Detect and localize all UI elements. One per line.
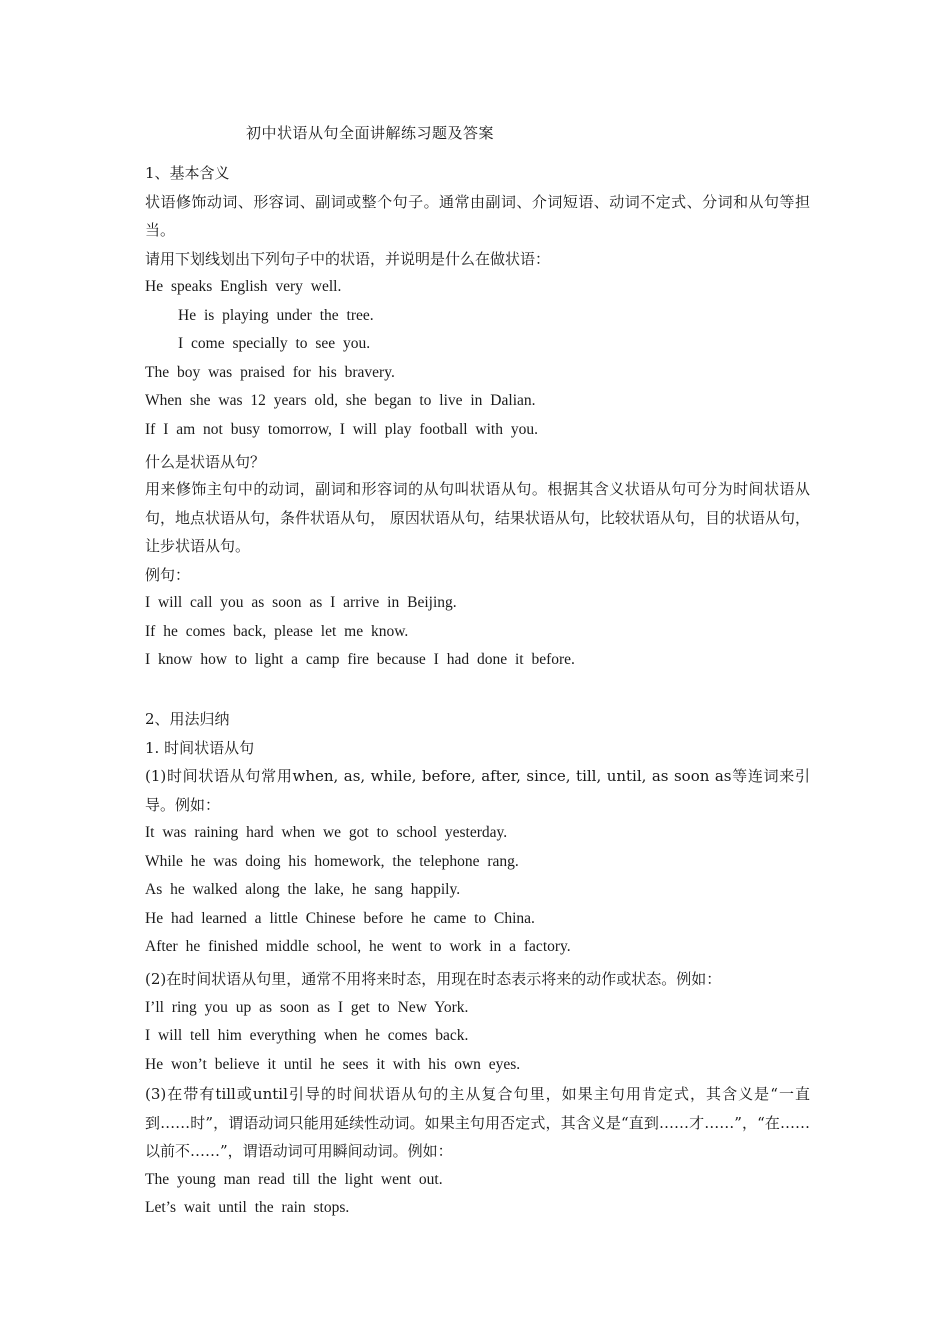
example-sentence: I will tell him everything when he comes back.	[145, 1027, 469, 1044]
usage-point-3: (3)在带有till或until引导的时间状语从句的主从复合句里，如果主句用肯定式，其含义是“一直到……时”，谓语动词只能用延续性动词。如果主句用否定式，其含义是“直到……才……”，“在……以前不……”，谓语动词可用瞬间动词。例如：	[145, 1085, 810, 1160]
section-usage-summary	[145, 705, 810, 962]
example-sentence: He is playing under the tree.	[178, 306, 374, 324]
section-basic-meaning	[145, 159, 810, 444]
example-sentence: He speaks English very well.	[145, 278, 342, 295]
example-label: 例句：	[145, 565, 191, 584]
example-sentence: I come specially to see you.	[178, 335, 371, 352]
subsection-heading: 1. 时间状语从句	[145, 738, 255, 757]
definition-paragraph: 状语修饰动词、形容词、副词或整个句子。通常由副词、介词短语、动词不定式、分词和从句等担当。	[145, 192, 810, 239]
example-sentence: I’ll ring you up as soon as I get to New York.	[145, 998, 469, 1016]
example-sentence: If he comes back, please let me know.	[145, 622, 409, 640]
example-sentence: I will call you as soon as I arrive in Beijing.	[145, 594, 457, 611]
example-sentence: I know how to light a camp fire because I had done it before.	[145, 651, 575, 668]
example-sentence: The young man read till the light went out.	[145, 1170, 443, 1188]
instruction-text: 请用下划线划出下列句子中的状语，并说明是什么在做状语：	[145, 249, 551, 268]
example-sentence: Let’s wait until the rain stops.	[145, 1199, 350, 1216]
section-usage-point-3	[145, 1080, 810, 1223]
explanation-paragraph: 用来修饰主句中的动词，副词和形容词的从句叫状语从句。根据其含义状语从句可分为时间状语从句，地点状语从句，条件状语从句， 原因状语从句，结果状语从句，比较状语从句，目的状语从句，让步状语从句。	[145, 480, 810, 555]
example-sentence: He won’t believe it until he sees it with his own eyes.	[145, 1055, 521, 1073]
section-heading: 1、基本含义	[145, 164, 230, 182]
section-heading: 2、用法归纳	[145, 710, 230, 728]
section-what-is-adverbial-clause	[145, 449, 810, 675]
example-sentence: He had learned a little Chinese before he came to China.	[145, 909, 535, 927]
example-sentence: It was raining hard when we got to school yesterday.	[145, 824, 508, 841]
example-sentence: While he was doing his homework, the telephone rang.	[145, 852, 519, 870]
section-usage-point-2	[145, 965, 810, 1079]
usage-point-1: (1)时间状语从句常用when, as, while, before, after, since, till, until, as soon as等连词来引导。例如：	[145, 767, 810, 814]
question-heading: 什么是状语从句？	[145, 453, 266, 471]
example-sentence: After he finished middle school, he went to work in a factory.	[145, 938, 571, 955]
example-sentence: If I am not busy tomorrow, I will play football with you.	[145, 420, 538, 438]
example-sentence: As he walked along the lake, he sang happily.	[145, 881, 461, 898]
usage-point-2: (2)在时间状语从句里，通常不用将来时态，用现在时态表示将来的动作或状态。例如：	[145, 970, 722, 988]
example-sentence: When she was 12 years old, she began to live in Dalian.	[145, 392, 536, 409]
example-sentence: The boy was praised for his bravery.	[145, 363, 395, 381]
document-title: 初中状语从句全面讲解练习题及答案	[246, 124, 495, 142]
